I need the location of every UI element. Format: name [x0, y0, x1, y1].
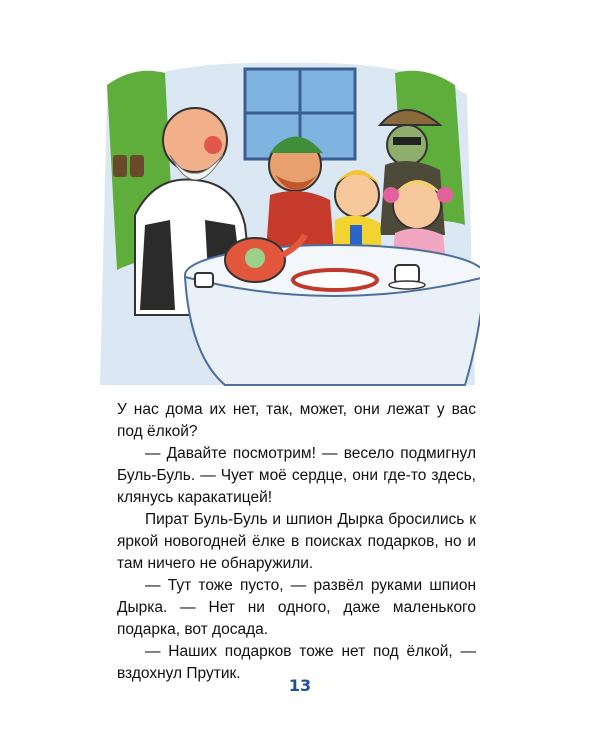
paragraph: Пират Буль-Буль и шпион Дырка бросились к яркой новогодней ёлке в поисках подарков, но и там ничего не обнаружили.	[117, 511, 476, 572]
paragraph: — Тут тоже пусто, — развёл руками шпион Дырка. — Нет ни одного, даже маленького подарка, вот досада.	[117, 577, 476, 638]
story-illustration	[95, 55, 480, 390]
story-text	[117, 399, 476, 685]
plate	[293, 270, 377, 290]
page-number: 13	[288, 676, 312, 695]
paragraph: — Наших подарков тоже нет под ёлкой, — вздохнул Прутик.	[117, 643, 476, 682]
paragraph: У нас дома их нет, так, может, они лежат у вас под ёлкой?	[117, 401, 476, 440]
cup	[389, 265, 425, 289]
cup-small	[195, 273, 213, 287]
paragraph: — Давайте посмотрим! — весело подмигнул Буль-Буль. — Чует моё сердце, они где-то здесь, клянусь каракатицей!	[117, 445, 476, 506]
